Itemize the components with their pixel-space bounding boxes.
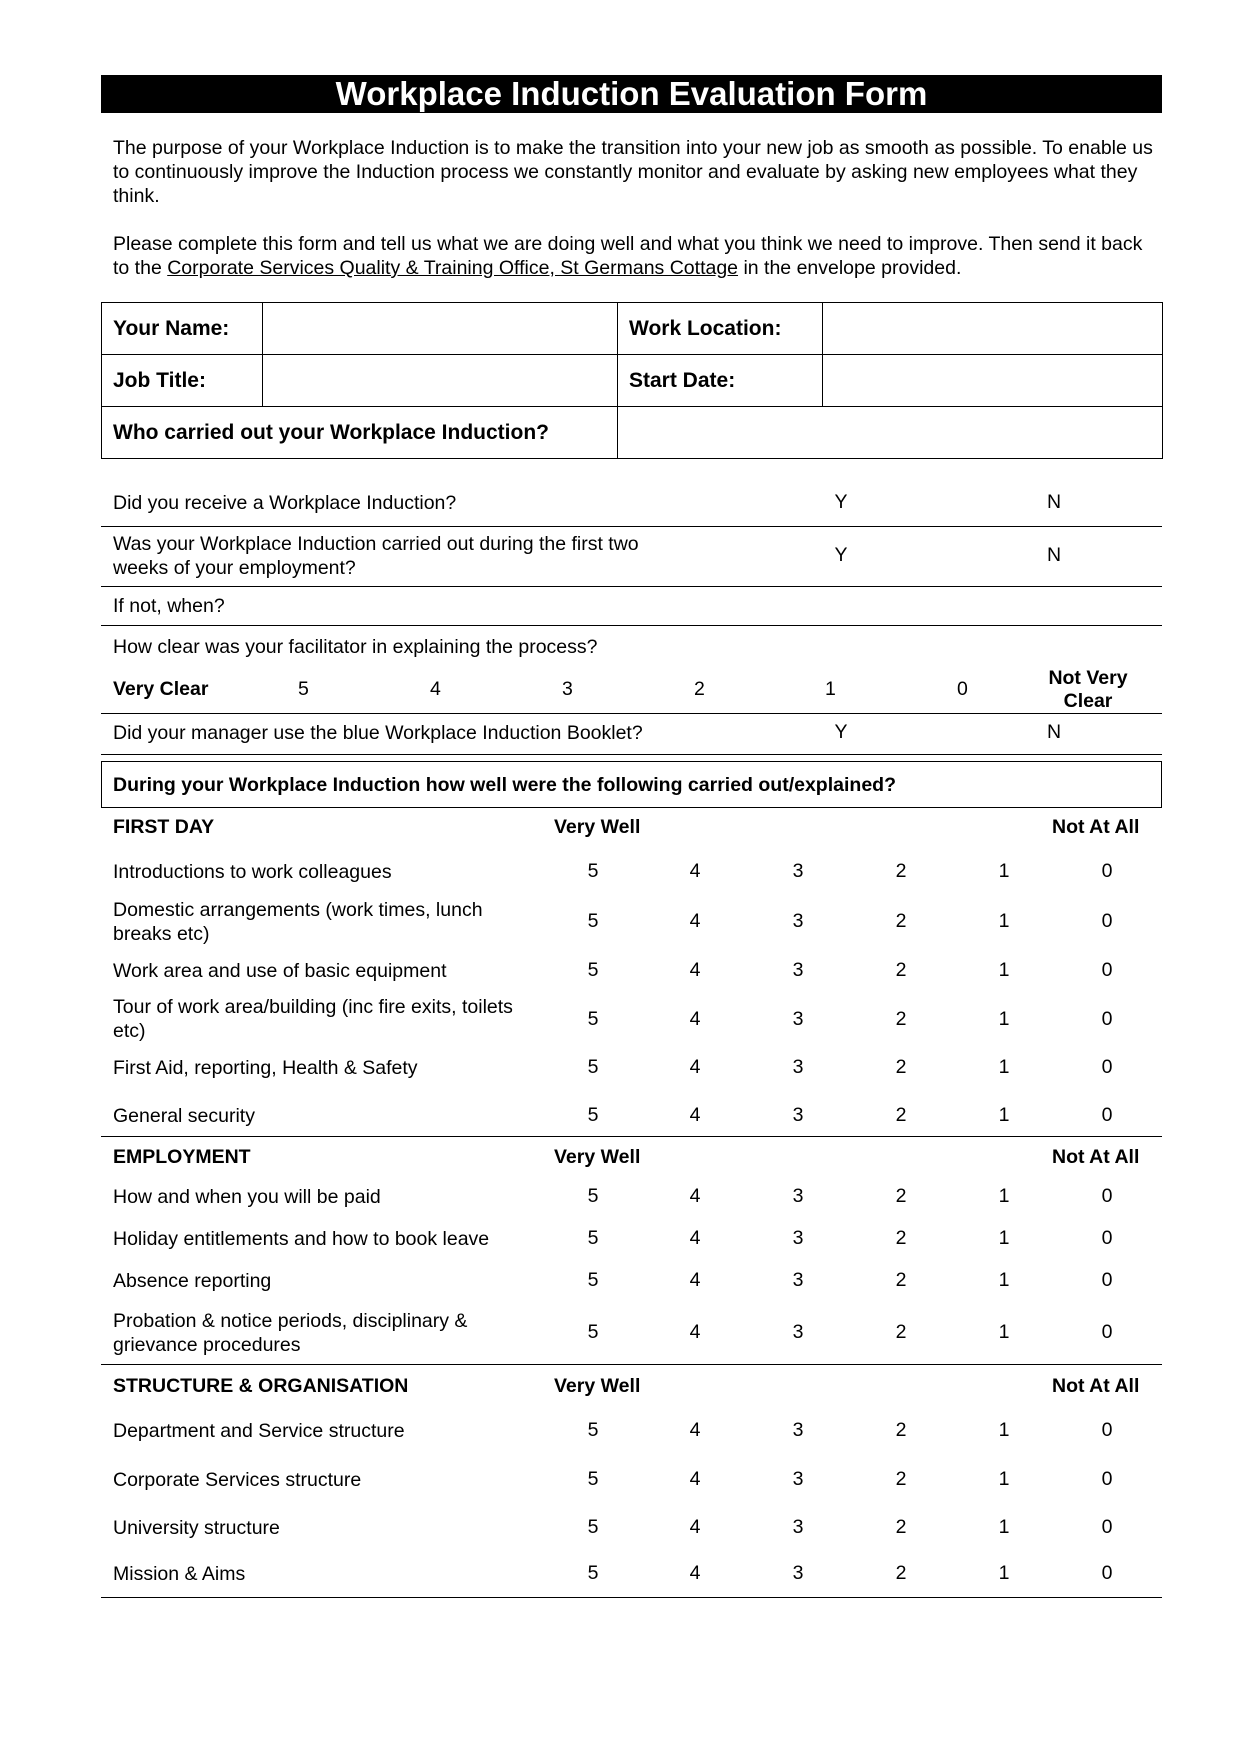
rating-item-label: General security bbox=[113, 1105, 255, 1127]
question-booklet bbox=[101, 713, 1162, 755]
rating-value[interactable]: 2 bbox=[895, 1321, 907, 1343]
question-booklet-text: Did your manager use the blue Workplace Induction Booklet? bbox=[113, 722, 643, 744]
ratings-heading: During your Workplace Induction how well were the following carried out/explained? bbox=[101, 761, 1162, 808]
rating-value[interactable]: 5 bbox=[587, 1562, 599, 1584]
rating-value[interactable]: 2 bbox=[895, 1468, 907, 1490]
details-row-name bbox=[102, 303, 1163, 355]
rating-item-label: Probation & notice periods, disciplinary & grievance procedures bbox=[113, 1310, 468, 1356]
section-title: FIRST DAY bbox=[113, 816, 215, 838]
start-date-label: Start Date: bbox=[618, 355, 823, 407]
rating-value[interactable]: 1 bbox=[998, 1104, 1010, 1126]
rating-value[interactable]: 3 bbox=[792, 1562, 804, 1584]
rating-value[interactable]: 5 bbox=[587, 1185, 599, 1207]
rating-value[interactable]: 4 bbox=[689, 1008, 701, 1030]
intro-text-2-end: in the envelope provided. bbox=[738, 257, 962, 279]
clarity-value[interactable]: 1 bbox=[825, 678, 836, 700]
rating-value[interactable]: 3 bbox=[792, 1227, 804, 1249]
rating-value[interactable]: 4 bbox=[689, 1468, 701, 1490]
rating-value[interactable]: 2 bbox=[895, 1562, 907, 1584]
rating-value[interactable]: 2 bbox=[895, 1227, 907, 1249]
rating-value[interactable]: 4 bbox=[689, 1516, 701, 1538]
rating-value[interactable]: 2 bbox=[895, 1185, 907, 1207]
rating-item-label: Mission & Aims bbox=[113, 1563, 246, 1585]
rating-value[interactable]: 5 bbox=[587, 1269, 599, 1291]
very-well-label: Very Well bbox=[554, 816, 641, 838]
rating-value[interactable]: 4 bbox=[689, 860, 701, 882]
rating-value[interactable]: 2 bbox=[895, 1269, 907, 1291]
section-divider bbox=[101, 1364, 1162, 1365]
clarity-value[interactable]: 5 bbox=[298, 678, 309, 700]
rating-value[interactable]: 2 bbox=[895, 959, 907, 981]
work-location-label: Work Location: bbox=[618, 303, 823, 355]
rating-value[interactable]: 4 bbox=[689, 1419, 701, 1441]
rating-value[interactable]: 1 bbox=[998, 1185, 1010, 1207]
yes-option[interactable]: Y bbox=[834, 491, 848, 513]
rating-value[interactable]: 0 bbox=[1101, 1008, 1113, 1030]
rating-value[interactable]: 5 bbox=[587, 1419, 599, 1441]
rating-value[interactable]: 5 bbox=[587, 1516, 599, 1538]
clarity-value[interactable]: 4 bbox=[430, 678, 441, 700]
question-facilitator-text: How clear was your facilitator in explaining the process? bbox=[113, 636, 598, 658]
not-at-all-label: Not At All bbox=[1052, 1375, 1140, 1397]
rating-value[interactable]: 1 bbox=[998, 1516, 1010, 1538]
rating-value[interactable]: 5 bbox=[587, 910, 599, 932]
rating-value[interactable]: 1 bbox=[998, 860, 1010, 882]
rating-item-label: University structure bbox=[113, 1517, 280, 1539]
very-well-label: Very Well bbox=[554, 1375, 641, 1397]
who-carried-out-field[interactable] bbox=[618, 407, 1163, 459]
rating-value[interactable]: 3 bbox=[792, 860, 804, 882]
employee-details-table bbox=[101, 302, 1163, 459]
rating-value[interactable]: 4 bbox=[689, 1104, 701, 1126]
question-if-not-text: If not, when? bbox=[113, 595, 225, 617]
rating-value[interactable]: 4 bbox=[689, 1269, 701, 1291]
rating-value[interactable]: 0 bbox=[1101, 959, 1113, 981]
rating-item-label: Absence reporting bbox=[113, 1270, 272, 1292]
rating-value[interactable]: 0 bbox=[1101, 1468, 1113, 1490]
no-option[interactable]: N bbox=[1046, 721, 1062, 743]
very-clear-label: Very Clear bbox=[113, 678, 209, 700]
rating-value[interactable]: 4 bbox=[689, 959, 701, 981]
rating-value[interactable]: 3 bbox=[792, 1516, 804, 1538]
question-received bbox=[101, 488, 1162, 527]
form-title: Workplace Induction Evaluation Form bbox=[101, 75, 1162, 113]
rating-value[interactable]: 0 bbox=[1101, 1321, 1113, 1343]
rating-value[interactable]: 5 bbox=[587, 1321, 599, 1343]
your-name-field[interactable] bbox=[263, 303, 618, 355]
intro-paragraph-2 bbox=[113, 232, 1153, 280]
rating-item-label: Tour of work area/building (inc fire exits, toilets etc) bbox=[113, 996, 513, 1042]
rating-value[interactable]: 1 bbox=[998, 1419, 1010, 1441]
rating-value[interactable]: 4 bbox=[689, 1056, 701, 1078]
rating-item-label: Holiday entitlements and how to book leave bbox=[113, 1228, 490, 1250]
rating-value[interactable]: 5 bbox=[587, 1227, 599, 1249]
question-if-not bbox=[101, 586, 1162, 626]
not-at-all-label: Not At All bbox=[1052, 816, 1140, 838]
no-option[interactable]: N bbox=[1046, 491, 1062, 513]
intro-text-2 bbox=[113, 232, 1153, 280]
rating-value[interactable]: 2 bbox=[895, 1419, 907, 1441]
question-received-text: Did you receive a Workplace Induction? bbox=[113, 492, 457, 514]
rating-value[interactable]: 2 bbox=[895, 1008, 907, 1030]
rating-value[interactable]: 3 bbox=[792, 1008, 804, 1030]
rating-value[interactable]: 3 bbox=[792, 1419, 804, 1441]
rating-item-label: How and when you will be paid bbox=[113, 1186, 381, 1208]
clarity-value[interactable]: 2 bbox=[694, 678, 705, 700]
rating-value[interactable]: 2 bbox=[895, 910, 907, 932]
job-title-label: Job Title: bbox=[102, 355, 263, 407]
who-carried-out-label: Who carried out your Workplace Induction? bbox=[102, 407, 618, 459]
rating-value[interactable]: 0 bbox=[1101, 910, 1113, 932]
rating-value[interactable]: 1 bbox=[998, 1227, 1010, 1249]
work-location-field[interactable] bbox=[823, 303, 1163, 355]
clarity-value[interactable]: 0 bbox=[957, 678, 968, 700]
rating-value[interactable]: 0 bbox=[1101, 1269, 1113, 1291]
not-at-all-label: Not At All bbox=[1052, 1146, 1140, 1168]
rating-value[interactable]: 0 bbox=[1101, 1104, 1113, 1126]
question-first-two-weeks bbox=[101, 526, 1162, 587]
rating-item-label: Corporate Services structure bbox=[113, 1469, 362, 1491]
intro-paragraph-1 bbox=[113, 136, 1153, 208]
intro-text-1: The purpose of your Workplace Induction is to make the transition into your new job as smooth as possible. To enable us to continuously improve the Induction process we constantly monitor and evaluate by asking new employees what they think. bbox=[113, 137, 1153, 207]
details-row-inductor bbox=[102, 407, 1163, 459]
rating-value[interactable]: 3 bbox=[792, 1056, 804, 1078]
rating-value[interactable]: 3 bbox=[792, 1104, 804, 1126]
rating-value[interactable]: 0 bbox=[1101, 1227, 1113, 1249]
rating-item-label: Department and Service structure bbox=[113, 1420, 405, 1442]
no-option[interactable]: N bbox=[1046, 544, 1062, 566]
rating-value[interactable]: 3 bbox=[792, 1321, 804, 1343]
section-title: STRUCTURE & ORGANISATION bbox=[113, 1375, 409, 1397]
section-divider bbox=[101, 1597, 1162, 1598]
very-well-label: Very Well bbox=[554, 1146, 641, 1168]
rating-item-label: First Aid, reporting, Health & Safety bbox=[113, 1057, 418, 1079]
rating-value[interactable]: 5 bbox=[587, 1056, 599, 1078]
rating-item-label: Work area and use of basic equipment bbox=[113, 960, 447, 982]
section-divider bbox=[101, 1136, 1162, 1137]
rating-value[interactable]: 1 bbox=[998, 1562, 1010, 1584]
job-title-field[interactable] bbox=[263, 355, 618, 407]
intro-text-2-start: Please complete this form and tell us what we are doing well and what you think we need to improve. Then send it back to the bbox=[113, 233, 1143, 279]
not-very-clear-label: Not Very Clear bbox=[1048, 667, 1128, 712]
rating-value[interactable]: 5 bbox=[587, 1008, 599, 1030]
return-address-link: Corporate Services Quality & Training Office, St Germans Cottage bbox=[167, 257, 739, 279]
rating-value[interactable]: 1 bbox=[998, 1008, 1010, 1030]
rating-value[interactable]: 4 bbox=[689, 1562, 701, 1584]
rating-value[interactable]: 0 bbox=[1101, 1562, 1113, 1584]
rating-value[interactable]: 4 bbox=[689, 1321, 701, 1343]
rating-value[interactable]: 3 bbox=[792, 1185, 804, 1207]
rating-value[interactable]: 2 bbox=[895, 1104, 907, 1126]
rating-value[interactable]: 3 bbox=[792, 1468, 804, 1490]
rating-value[interactable]: 3 bbox=[792, 910, 804, 932]
rating-value[interactable]: 4 bbox=[689, 1227, 701, 1249]
rating-value[interactable]: 5 bbox=[587, 1468, 599, 1490]
rating-value[interactable]: 1 bbox=[998, 1321, 1010, 1343]
rating-value[interactable]: 0 bbox=[1101, 1419, 1113, 1441]
rating-value[interactable]: 1 bbox=[998, 959, 1010, 981]
start-date-field[interactable] bbox=[823, 355, 1163, 407]
rating-value[interactable]: 0 bbox=[1101, 860, 1113, 882]
question-first-two-weeks-text: Was your Workplace Induction carried out during the first two weeks of your employment? bbox=[113, 533, 639, 579]
details-row-job bbox=[102, 355, 1163, 407]
rating-value[interactable]: 2 bbox=[895, 1056, 907, 1078]
rating-value[interactable]: 0 bbox=[1101, 1516, 1113, 1538]
rating-value[interactable]: 1 bbox=[998, 1468, 1010, 1490]
clarity-scale bbox=[101, 667, 1162, 714]
rating-value[interactable]: 2 bbox=[895, 860, 907, 882]
rating-value[interactable]: 0 bbox=[1101, 1056, 1113, 1078]
rating-value[interactable]: 3 bbox=[792, 1269, 804, 1291]
clarity-value[interactable]: 3 bbox=[562, 678, 573, 700]
yes-option[interactable]: Y bbox=[834, 721, 848, 743]
section-title: EMPLOYMENT bbox=[113, 1146, 251, 1168]
rating-value[interactable]: 3 bbox=[792, 959, 804, 981]
rating-value[interactable]: 1 bbox=[998, 1269, 1010, 1291]
your-name-label: Your Name: bbox=[102, 303, 263, 355]
yes-option[interactable]: Y bbox=[834, 544, 848, 566]
rating-item-label: Domestic arrangements (work times, lunch breaks etc) bbox=[113, 899, 483, 945]
rating-value[interactable]: 4 bbox=[689, 910, 701, 932]
rating-value[interactable]: 4 bbox=[689, 1185, 701, 1207]
rating-value[interactable]: 5 bbox=[587, 959, 599, 981]
rating-value[interactable]: 2 bbox=[895, 1516, 907, 1538]
rating-value[interactable]: 1 bbox=[998, 910, 1010, 932]
rating-value[interactable]: 0 bbox=[1101, 1185, 1113, 1207]
rating-value[interactable]: 5 bbox=[587, 1104, 599, 1126]
rating-value[interactable]: 5 bbox=[587, 860, 599, 882]
rating-value[interactable]: 1 bbox=[998, 1056, 1010, 1078]
rating-item-label: Introductions to work colleagues bbox=[113, 861, 392, 883]
